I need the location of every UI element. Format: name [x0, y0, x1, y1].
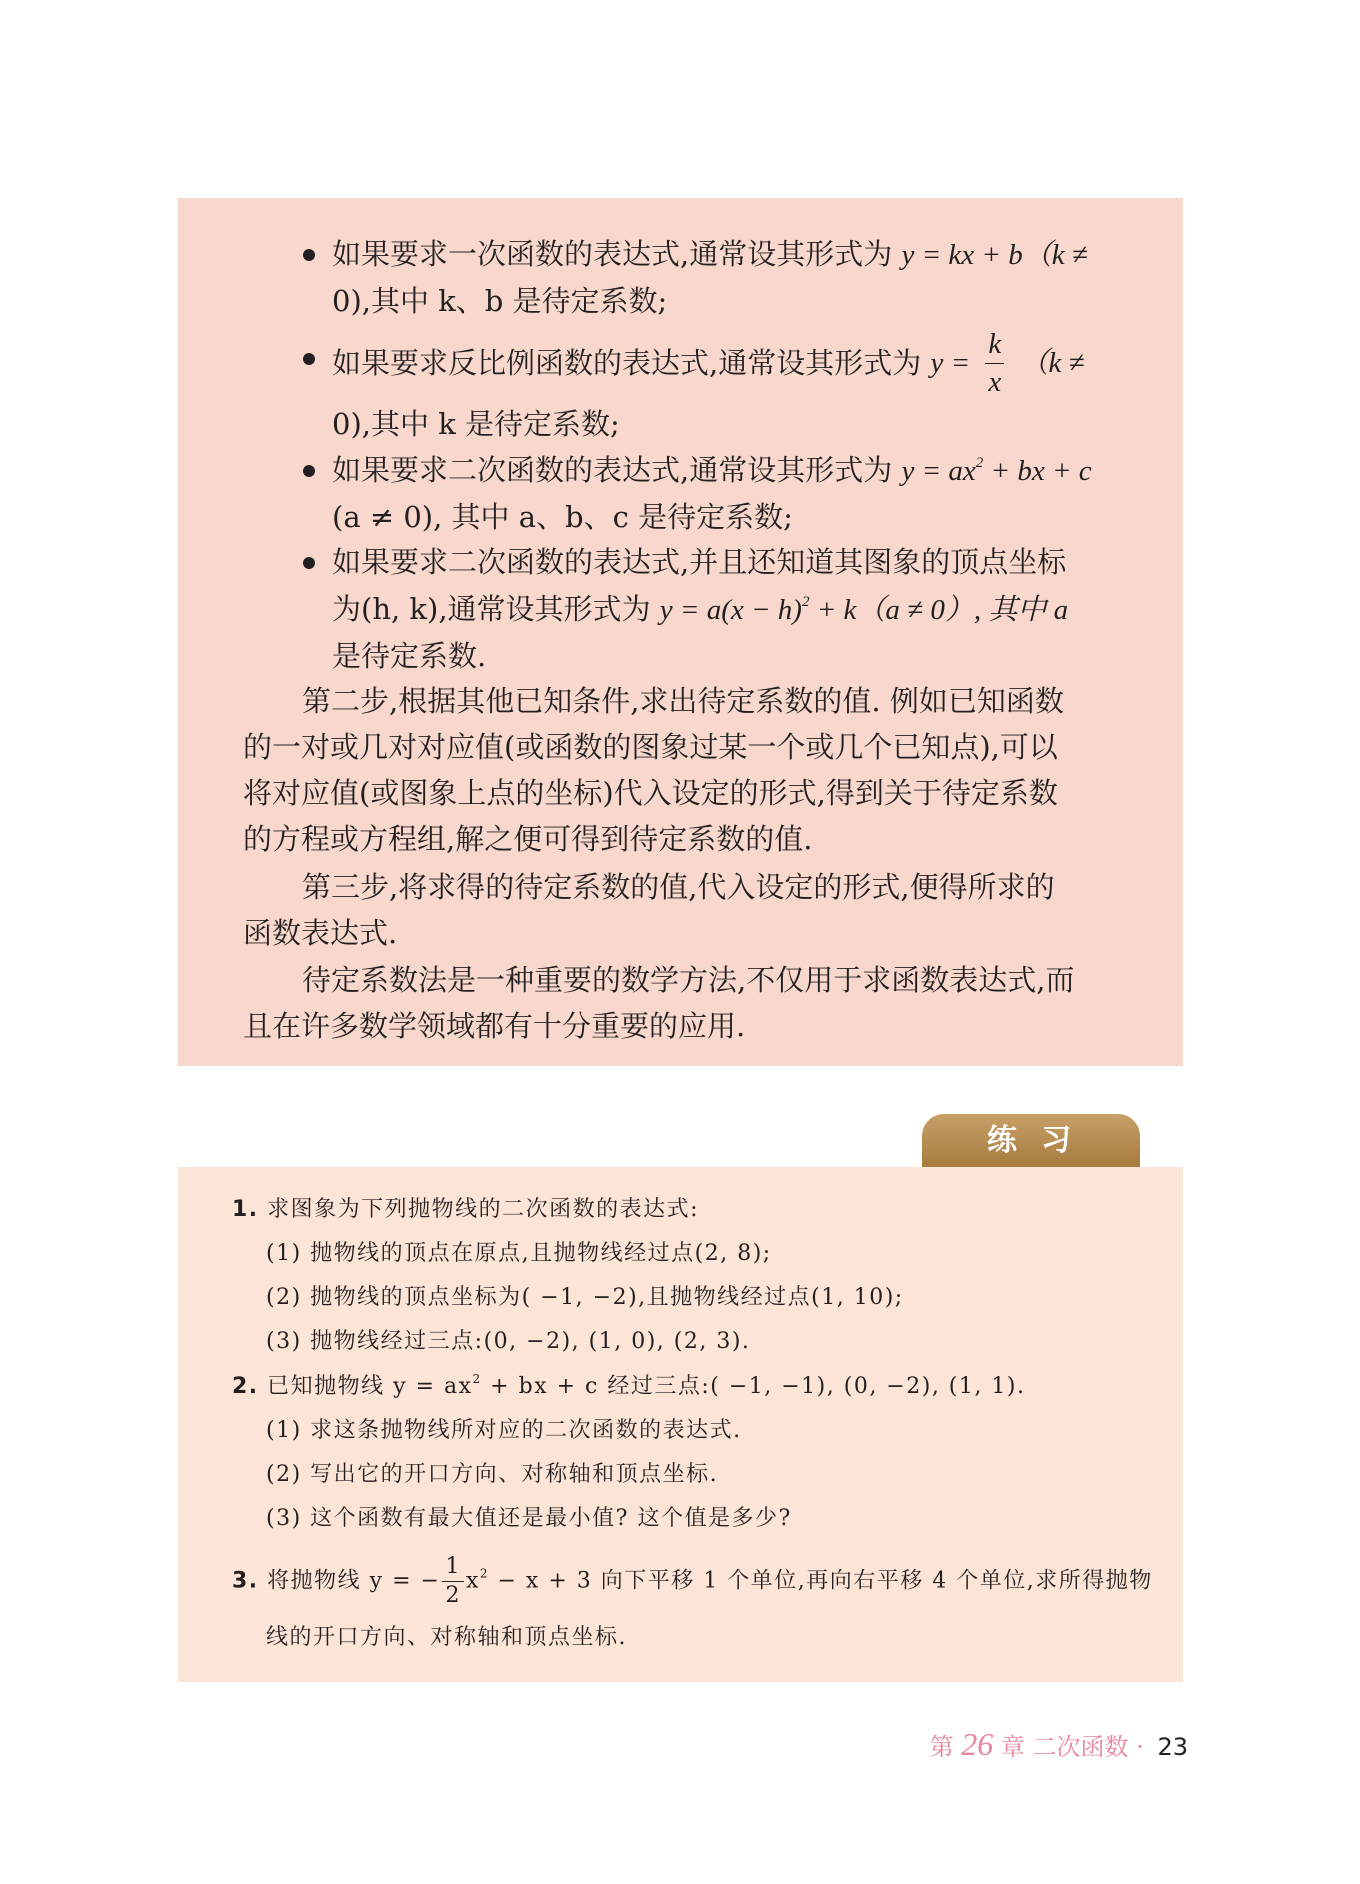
step-two-line2: 的一对或几对对应值(或函数的图象过某一个或几个已知点),可以	[243, 730, 1058, 764]
conclusion-line2: 且在许多数学领域都有十分重要的应用.	[243, 1009, 746, 1043]
question-2: 2. 已知抛物线 $y = ax^2$ + bx + c 经过三点:( −1, −1), (0, −2), (1, 1).	[232, 1372, 1026, 1399]
question-1: 1. 求图象为下列抛物线的二次函数的表达式:	[232, 1197, 700, 1222]
exercise-tab	[922, 1114, 1140, 1167]
conclusion-line1: 待定系数法是一种重要的数学方法,不仅用于求函数表达式,而	[302, 963, 1075, 997]
inverse-fraction: $\frac{k}{x}$	[985, 330, 1004, 397]
method-quadratic-line2: (a ≠ 0), 其中 a、b、c 是待定系数;	[332, 500, 793, 534]
method-linear-line2: 0),其中 k、b 是待定系数;	[332, 284, 668, 318]
question-3: 3. 将抛物线 y = − $\frac{1}{2}$ $x^2 - x + 3$ 向下平移 1 个单位,再向右平移 4 个单位,求所得抛物	[232, 1554, 1153, 1608]
page-number: 23	[1157, 1733, 1188, 1761]
bullet-icon	[303, 249, 315, 261]
question-2-part-1: (1) 求这条抛物线所对应的二次函数的表达式.	[266, 1418, 742, 1443]
method-inverse-line2: 0),其中 k 是待定系数;	[332, 407, 620, 441]
question-2-part-3: (3) 这个函数有最大值还是最小值? 这个值是多少?	[266, 1506, 792, 1531]
question-2-part-2: (2) 写出它的开口方向、对称轴和顶点坐标.	[266, 1462, 719, 1487]
exercise-tab-title: 练习	[987, 1123, 1095, 1158]
step-two-line3: 将对应值(或图象上点的坐标)代入设定的形式,得到关于待定系数	[243, 776, 1058, 810]
step-three-line2: 函数表达式.	[243, 916, 398, 950]
question-1-part-1: (1) 抛物线的顶点在原点,且抛物线经过点(2, 8);	[266, 1241, 772, 1266]
page-footer	[930, 1728, 1188, 1760]
method-linear-line1: 如果要求一次函数的表达式,通常设其形式为 y = kx + b（k ≠	[332, 237, 1088, 271]
step-three-line1: 第三步,将求得的待定系数的值,代入设定的形式,便得所求的	[302, 870, 1055, 904]
bullet-icon	[303, 353, 315, 365]
chapter-label: 第 26 章 二次函数 ·	[929, 1726, 1144, 1762]
question-3-line2: 线的开口方向、对称轴和顶点坐标.	[266, 1625, 627, 1650]
step-two-line4: 的方程或方程组,解之便可得到待定系数的值.	[243, 822, 813, 856]
method-quadratic-line1: 如果要求二次函数的表达式,通常设其形式为 $y = ax^2$ + bx + c	[332, 453, 1092, 487]
question-1-part-3: (3) 抛物线经过三点:(0, −2), (1, 0), (2, 3).	[266, 1329, 751, 1354]
bullet-icon	[303, 557, 315, 569]
step-two-line1: 第二步,根据其他已知条件,求出待定系数的值. 例如已知函数	[302, 684, 1064, 718]
method-vertex-line1: 如果要求二次函数的表达式,并且还知道其图象的顶点坐标	[332, 545, 1067, 579]
question-3-fraction: $\frac{1}{2}$	[442, 1556, 464, 1607]
method-inverse-line1: 如果要求反比例函数的表达式,通常设其形式为 y = $\frac{k}{x}$ （k ≠	[332, 328, 1085, 398]
question-1-part-2: (2) 抛物线的顶点坐标为( −1, −2),且抛物线经过点(1, 10);	[266, 1285, 904, 1310]
method-vertex-line3: 是待定系数.	[332, 639, 487, 673]
bullet-icon	[303, 465, 315, 477]
method-vertex-line2: 为(h, k),通常设其形式为 $y = a(x - h)^2 + k(a \ne 0)$, 其中 a	[332, 592, 1069, 626]
